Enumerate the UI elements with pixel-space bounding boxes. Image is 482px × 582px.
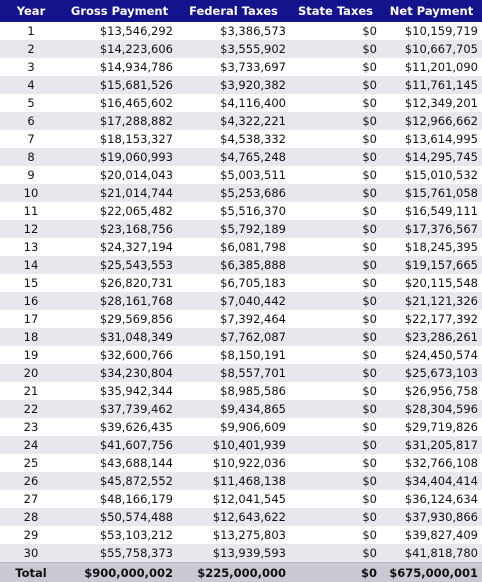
cell-net-payment: $11,201,090 [381, 58, 482, 76]
cell-year: 25 [0, 454, 62, 472]
cell-year: 23 [0, 418, 62, 436]
cell-state-taxes: $0 [290, 436, 381, 454]
table-row [0, 364, 482, 382]
table-row [0, 400, 482, 418]
cell-year: 28 [0, 508, 62, 526]
table-row [0, 22, 482, 40]
table-row [0, 130, 482, 148]
cell-gross-payment: $20,014,043 [62, 166, 177, 184]
cell-net-payment: $24,450,574 [381, 346, 482, 364]
header-net-payment: Net Payment [381, 0, 482, 22]
table-row [0, 508, 482, 526]
cell-net-payment: $14,295,745 [381, 148, 482, 166]
cell-federal-taxes: $4,765,248 [177, 148, 290, 166]
cell-gross-payment: $24,327,194 [62, 238, 177, 256]
cell-federal-taxes: $10,401,939 [177, 436, 290, 454]
cell-year: 1 [0, 22, 62, 40]
cell-federal-taxes: $12,643,622 [177, 508, 290, 526]
table-row [0, 184, 482, 202]
cell-net-payment: $13,614,995 [381, 130, 482, 148]
cell-state-taxes: $0 [290, 220, 381, 238]
total-row [0, 563, 482, 582]
cell-state-taxes: $0 [290, 454, 381, 472]
table-row [0, 544, 482, 563]
cell-state-taxes: $0 [290, 292, 381, 310]
cell-year: 10 [0, 184, 62, 202]
cell-state-taxes: $0 [290, 166, 381, 184]
cell-federal-taxes: $10,922,036 [177, 454, 290, 472]
cell-state-taxes: $0 [290, 76, 381, 94]
cell-federal-taxes: $3,386,573 [177, 22, 290, 40]
total-federal-taxes: $225,000,000 [177, 563, 290, 582]
cell-state-taxes: $0 [290, 202, 381, 220]
cell-state-taxes: $0 [290, 184, 381, 202]
cell-federal-taxes: $6,081,798 [177, 238, 290, 256]
cell-federal-taxes: $3,555,902 [177, 40, 290, 58]
cell-year: 18 [0, 328, 62, 346]
cell-gross-payment: $22,065,482 [62, 202, 177, 220]
cell-federal-taxes: $8,557,701 [177, 364, 290, 382]
table-row [0, 94, 482, 112]
cell-gross-payment: $55,758,373 [62, 544, 177, 563]
cell-net-payment: $12,349,201 [381, 94, 482, 112]
table-row [0, 328, 482, 346]
cell-state-taxes: $0 [290, 130, 381, 148]
cell-year: 12 [0, 220, 62, 238]
total-label: Total [0, 563, 62, 582]
cell-gross-payment: $48,166,179 [62, 490, 177, 508]
cell-net-payment: $12,966,662 [381, 112, 482, 130]
cell-federal-taxes: $3,920,382 [177, 76, 290, 94]
cell-year: 20 [0, 364, 62, 382]
cell-federal-taxes: $4,322,221 [177, 112, 290, 130]
cell-federal-taxes: $4,538,332 [177, 130, 290, 148]
cell-net-payment: $22,177,392 [381, 310, 482, 328]
table-row [0, 472, 482, 490]
cell-state-taxes: $0 [290, 382, 381, 400]
cell-state-taxes: $0 [290, 238, 381, 256]
table-row [0, 112, 482, 130]
table-row [0, 346, 482, 364]
cell-year: 4 [0, 76, 62, 94]
cell-federal-taxes: $8,985,586 [177, 382, 290, 400]
table-row [0, 238, 482, 256]
cell-gross-payment: $43,688,144 [62, 454, 177, 472]
cell-year: 17 [0, 310, 62, 328]
cell-state-taxes: $0 [290, 148, 381, 166]
cell-gross-payment: $16,465,602 [62, 94, 177, 112]
cell-year: 2 [0, 40, 62, 58]
cell-gross-payment: $14,223,606 [62, 40, 177, 58]
cell-gross-payment: $23,168,756 [62, 220, 177, 238]
cell-gross-payment: $18,153,327 [62, 130, 177, 148]
cell-net-payment: $16,549,111 [381, 202, 482, 220]
cell-year: 16 [0, 292, 62, 310]
cell-year: 6 [0, 112, 62, 130]
table-footer [0, 563, 482, 582]
cell-net-payment: $31,205,817 [381, 436, 482, 454]
cell-year: 24 [0, 436, 62, 454]
cell-year: 3 [0, 58, 62, 76]
cell-state-taxes: $0 [290, 418, 381, 436]
table-row [0, 526, 482, 544]
cell-state-taxes: $0 [290, 94, 381, 112]
cell-federal-taxes: $7,392,464 [177, 310, 290, 328]
table-body [0, 22, 482, 563]
cell-state-taxes: $0 [290, 274, 381, 292]
cell-year: 5 [0, 94, 62, 112]
cell-net-payment: $21,121,326 [381, 292, 482, 310]
cell-net-payment: $29,719,826 [381, 418, 482, 436]
cell-gross-payment: $35,942,344 [62, 382, 177, 400]
cell-net-payment: $17,376,567 [381, 220, 482, 238]
cell-gross-payment: $41,607,756 [62, 436, 177, 454]
table-row [0, 220, 482, 238]
cell-federal-taxes: $7,762,087 [177, 328, 290, 346]
cell-net-payment: $28,304,596 [381, 400, 482, 418]
cell-federal-taxes: $3,733,697 [177, 58, 290, 76]
cell-net-payment: $10,159,719 [381, 22, 482, 40]
cell-year: 19 [0, 346, 62, 364]
cell-year: 26 [0, 472, 62, 490]
cell-gross-payment: $26,820,731 [62, 274, 177, 292]
cell-net-payment: $41,818,780 [381, 544, 482, 563]
cell-net-payment: $26,956,758 [381, 382, 482, 400]
cell-gross-payment: $29,569,856 [62, 310, 177, 328]
cell-year: 22 [0, 400, 62, 418]
cell-federal-taxes: $13,939,593 [177, 544, 290, 563]
cell-net-payment: $25,673,103 [381, 364, 482, 382]
cell-state-taxes: $0 [290, 490, 381, 508]
cell-gross-payment: $28,161,768 [62, 292, 177, 310]
cell-net-payment: $15,010,532 [381, 166, 482, 184]
cell-gross-payment: $50,574,488 [62, 508, 177, 526]
cell-net-payment: $34,404,414 [381, 472, 482, 490]
cell-federal-taxes: $5,792,189 [177, 220, 290, 238]
cell-state-taxes: $0 [290, 328, 381, 346]
cell-gross-payment: $14,934,786 [62, 58, 177, 76]
cell-year: 30 [0, 544, 62, 563]
cell-year: 14 [0, 256, 62, 274]
table-row [0, 454, 482, 472]
cell-state-taxes: $0 [290, 58, 381, 76]
table-row [0, 310, 482, 328]
cell-year: 15 [0, 274, 62, 292]
cell-state-taxes: $0 [290, 472, 381, 490]
cell-federal-taxes: $12,041,545 [177, 490, 290, 508]
cell-state-taxes: $0 [290, 112, 381, 130]
cell-year: 9 [0, 166, 62, 184]
cell-net-payment: $11,761,145 [381, 76, 482, 94]
cell-net-payment: $39,827,409 [381, 526, 482, 544]
table-row [0, 418, 482, 436]
cell-federal-taxes: $4,116,400 [177, 94, 290, 112]
cell-net-payment: $32,766,108 [381, 454, 482, 472]
cell-federal-taxes: $7,040,442 [177, 292, 290, 310]
cell-federal-taxes: $5,516,370 [177, 202, 290, 220]
cell-federal-taxes: $6,385,888 [177, 256, 290, 274]
table-row [0, 256, 482, 274]
cell-net-payment: $20,115,548 [381, 274, 482, 292]
cell-gross-payment: $53,103,212 [62, 526, 177, 544]
cell-year: 11 [0, 202, 62, 220]
header-state-taxes: State Taxes [290, 0, 381, 22]
cell-gross-payment: $19,060,993 [62, 148, 177, 166]
cell-net-payment: $23,286,261 [381, 328, 482, 346]
cell-gross-payment: $17,288,882 [62, 112, 177, 130]
cell-net-payment: $18,245,395 [381, 238, 482, 256]
cell-net-payment: $36,124,634 [381, 490, 482, 508]
cell-gross-payment: $34,230,804 [62, 364, 177, 382]
cell-gross-payment: $37,739,462 [62, 400, 177, 418]
cell-federal-taxes: $11,468,138 [177, 472, 290, 490]
table-row [0, 166, 482, 184]
cell-gross-payment: $45,872,552 [62, 472, 177, 490]
cell-state-taxes: $0 [290, 22, 381, 40]
cell-gross-payment: $32,600,766 [62, 346, 177, 364]
cell-state-taxes: $0 [290, 364, 381, 382]
cell-gross-payment: $31,048,349 [62, 328, 177, 346]
cell-gross-payment: $25,543,553 [62, 256, 177, 274]
table-row [0, 76, 482, 94]
header-federal-taxes: Federal Taxes [177, 0, 290, 22]
cell-year: 7 [0, 130, 62, 148]
cell-state-taxes: $0 [290, 544, 381, 563]
table-row [0, 292, 482, 310]
cell-gross-payment: $15,681,526 [62, 76, 177, 94]
total-gross-payment: $900,000,002 [62, 563, 177, 582]
cell-state-taxes: $0 [290, 400, 381, 418]
cell-net-payment: $15,761,058 [381, 184, 482, 202]
cell-federal-taxes: $5,253,686 [177, 184, 290, 202]
cell-state-taxes: $0 [290, 346, 381, 364]
cell-year: 21 [0, 382, 62, 400]
table-row [0, 58, 482, 76]
header-year: Year [0, 0, 62, 22]
cell-gross-payment: $13,546,292 [62, 22, 177, 40]
cell-state-taxes: $0 [290, 508, 381, 526]
cell-year: 8 [0, 148, 62, 166]
table-row [0, 436, 482, 454]
cell-gross-payment: $39,626,435 [62, 418, 177, 436]
table-row [0, 148, 482, 166]
cell-net-payment: $19,157,665 [381, 256, 482, 274]
table-row [0, 202, 482, 220]
cell-state-taxes: $0 [290, 40, 381, 58]
cell-federal-taxes: $13,275,803 [177, 526, 290, 544]
header-row [0, 0, 482, 22]
table-row [0, 490, 482, 508]
cell-federal-taxes: $6,705,183 [177, 274, 290, 292]
table-header [0, 0, 482, 22]
total-net-payment: $675,000,001 [381, 563, 482, 582]
cell-year: 13 [0, 238, 62, 256]
cell-gross-payment: $21,014,744 [62, 184, 177, 202]
cell-net-payment: $10,667,705 [381, 40, 482, 58]
cell-year: 27 [0, 490, 62, 508]
cell-net-payment: $37,930,866 [381, 508, 482, 526]
table-row [0, 274, 482, 292]
cell-federal-taxes: $9,906,609 [177, 418, 290, 436]
table-row [0, 382, 482, 400]
cell-federal-taxes: $8,150,191 [177, 346, 290, 364]
cell-federal-taxes: $5,003,511 [177, 166, 290, 184]
cell-state-taxes: $0 [290, 310, 381, 328]
cell-state-taxes: $0 [290, 526, 381, 544]
table-row [0, 40, 482, 58]
total-state-taxes: $0 [290, 563, 381, 582]
cell-year: 29 [0, 526, 62, 544]
header-gross-payment: Gross Payment [62, 0, 177, 22]
cell-state-taxes: $0 [290, 256, 381, 274]
cell-federal-taxes: $9,434,865 [177, 400, 290, 418]
